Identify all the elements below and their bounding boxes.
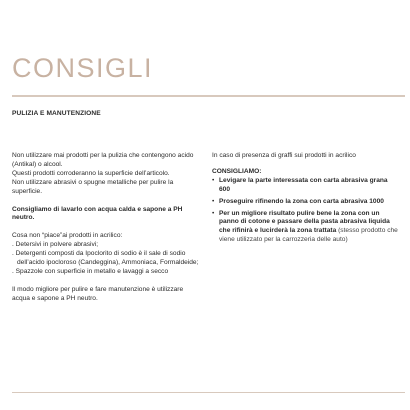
recommendation-paragraph: Consigliamo di lavarlo con acqua calda e sapone a PH neutro. <box>12 205 183 222</box>
dislikes-heading: Cosa non “piace”ai prodotti in acrilico: <box>12 232 123 240</box>
bullet-icon: • <box>212 197 215 205</box>
list-item <box>212 177 400 195</box>
title-divider <box>12 95 405 97</box>
step-text: Proseguire rifinendo la zona con carta abrasiva 1000 <box>219 197 384 205</box>
section-title: PULIZIA E MANUTENZIONE <box>12 110 101 117</box>
list-item <box>212 198 400 207</box>
warning-paragraph: Non utilizzare mai prodotti per la pulizia che contengono acido (Antikal) o alcool. <box>12 152 194 168</box>
right-column <box>212 152 400 248</box>
steps-list <box>212 177 400 245</box>
corrosion-paragraph: Questi prodotti corroderanno la superficie dell’articolo. <box>12 169 170 177</box>
bullet-icon: • <box>212 209 215 217</box>
step-text: Per un migliore risultato pulire bene la zona con un panno di cotone e passare della pasta abrasiva liquida che rifinirà e lucirderà la zona trattata <box>219 209 390 235</box>
step-text: Levigare la parte interessata con carta abrasiva grana 600 <box>219 176 388 193</box>
left-column <box>12 152 200 304</box>
scratches-intro: In caso di presenza di graffi sui prodotti in acrilico <box>212 152 356 159</box>
best-practice-paragraph: Il modo migliore per pulire e fare manutenzione è utilizzare acqua e sapone a PH neutro. <box>12 285 184 302</box>
step-note: (stesso prodotto che viene utilizzato per la carrozzeria delle auto) <box>219 227 398 244</box>
dislikes-list <box>12 241 200 277</box>
list-item: . Detersivi in polvere abrasivi; <box>12 241 99 249</box>
list-item: . Spazzole con superficie in metallo e lavaggi a secco <box>12 267 169 275</box>
page-title: CONSIGLI <box>12 53 154 83</box>
bullet-icon: • <box>212 176 215 184</box>
recommend-heading: CONSIGLIAMO: <box>212 167 262 175</box>
footer-divider <box>12 392 405 393</box>
list-item <box>212 210 400 246</box>
abrasives-paragraph: Non utilizzare abrasivi o spugne metalliche per pulire la superficie. <box>12 178 174 195</box>
list-item: . Detergenti composti da Ipoclorito di sodio è il sale di sodio dell’acido ipocloroso (Candeggina), Ammoniaca, Formaldeide; <box>12 250 199 267</box>
